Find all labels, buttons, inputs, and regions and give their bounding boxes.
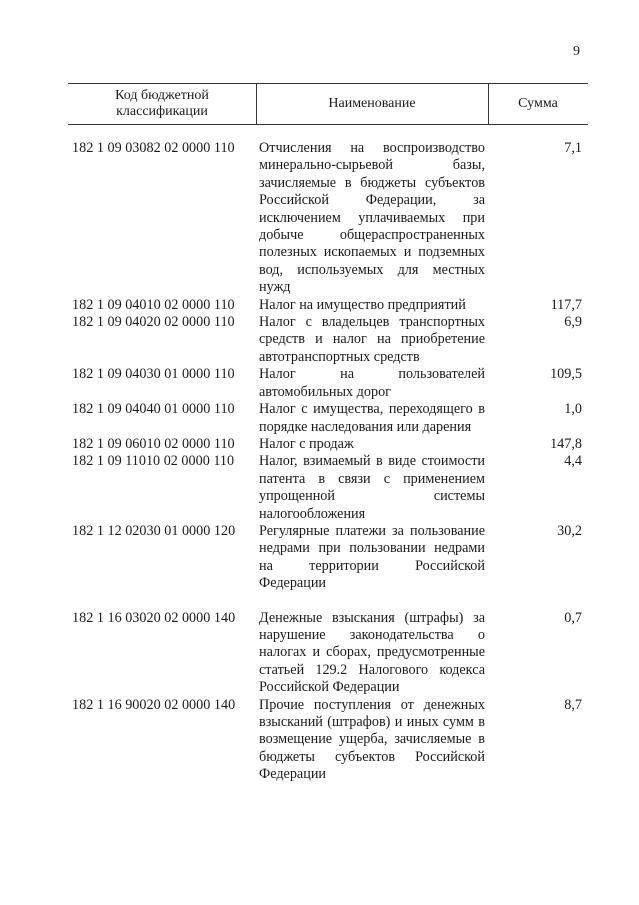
row-name: Налог с владельцев транспортных средств и налог на приобретение автотранспортных средств [259, 314, 485, 365]
row-code: 182 1 16 90020 02 0000 140 [72, 696, 236, 713]
row-name: Налог с имущества, переходящего в порядке наследования или дарения [259, 401, 485, 435]
row-code: 182 1 16 03020 02 0000 140 [72, 609, 236, 626]
row-name: Прочие поступления от денежных взысканий (штрафов) и иных сумм в возмещение ущерба, зачисляемые в бюджеты субъектов Российской Федерации [259, 696, 485, 783]
row-sum: 147,8 [550, 435, 582, 452]
table-body [68, 125, 588, 784]
row-sum: 7,1 [564, 140, 582, 156]
row-name: Налог на имущество предприятий [259, 296, 466, 313]
row-code: 182 1 09 03082 02 0000 110 [72, 140, 235, 156]
table-row [68, 314, 588, 366]
table-row [68, 297, 588, 314]
row-code: 182 1 09 06010 02 0000 110 [72, 435, 235, 452]
row-sum: 117,7 [550, 296, 582, 313]
row-name: Денежные взыскания (штрафы) за нарушение законодательства о налогах и сборах, предусмотренные статьей 129.2 Налогового кодекса Российской Федерации [259, 609, 485, 696]
row-code: 182 1 12 02030 01 0000 120 [72, 522, 236, 539]
header-name: Наименование [328, 96, 416, 111]
row-name: Налог, взимаемый в виде стоимости патента в связи с применением упрощенной системы налогообложения [259, 453, 485, 522]
budget-table [68, 83, 588, 784]
row-name: Налог с продаж [259, 435, 354, 452]
row-name: Налог на пользователей автомобильных дорог [259, 366, 485, 400]
table-row [68, 453, 588, 523]
row-sum: 6,9 [564, 314, 582, 331]
row-sum: 30,2 [557, 522, 582, 539]
header-sum: Сумма [518, 96, 558, 111]
row-code: 182 1 09 11010 02 0000 110 [72, 453, 235, 470]
row-sum: 109,5 [550, 366, 582, 383]
row-code: 182 1 09 04020 02 0000 110 [72, 314, 235, 331]
table-row [68, 610, 588, 697]
row-sum: 8,7 [564, 696, 582, 713]
row-sum: 4,4 [564, 453, 582, 470]
row-code: 182 1 09 04040 01 0000 110 [72, 401, 235, 418]
table-row [68, 401, 588, 436]
row-name: Регулярные платежи за пользование недрами при пользовании недрами на территории Российской Федерации [259, 522, 485, 592]
row-name: Отчисления на воспроизводство минерально-сырьевой базы, зачисляемые в бюджеты субъектов Российской Федерации, за исключением уплачиваемых при добыче общераспространенных полезных ископаемых и подземных вод, используемых для местных нужд [259, 140, 485, 296]
header-code: Код бюджетной классификации [115, 88, 209, 119]
table-row [68, 140, 588, 297]
table-row [68, 697, 588, 784]
table-row [68, 523, 588, 593]
table-header [68, 83, 588, 125]
row-code: 182 1 09 04030 01 0000 110 [72, 366, 235, 383]
row-code: 182 1 09 04010 02 0000 110 [72, 296, 235, 313]
page-number: 9 [573, 44, 580, 59]
row-sum: 0,7 [564, 609, 582, 626]
table-row [68, 436, 588, 453]
table-row [68, 366, 588, 401]
row-sum: 1,0 [564, 401, 582, 418]
